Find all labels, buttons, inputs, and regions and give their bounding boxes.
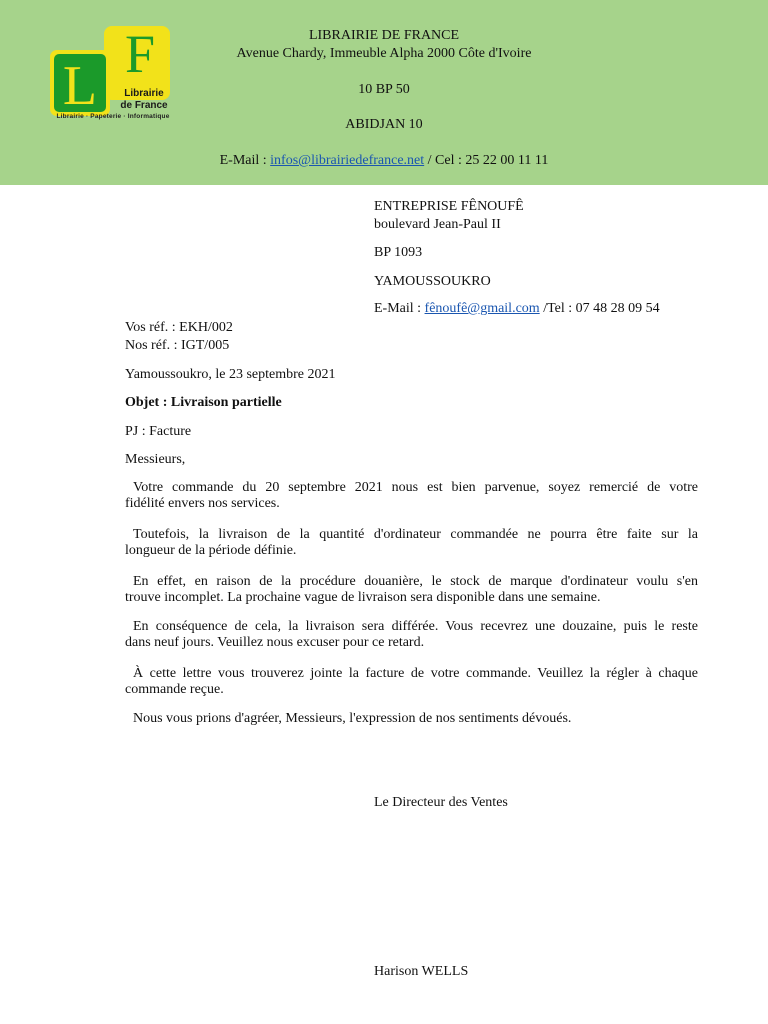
letterhead bbox=[0, 0, 768, 185]
paragraph-2-rest: longueur de la période définie. bbox=[125, 543, 297, 558]
paragraph-2-line-1: Toutefois, la livraison de la quantité d'ordinateur commandée ne pourra être faite sur la bbox=[133, 527, 698, 542]
company-phone: / Cel : 25 22 00 11 11 bbox=[424, 153, 549, 168]
recipient-phone: /Tel : 07 48 28 09 54 bbox=[539, 301, 660, 316]
letter-date: Yamoussoukro, le 23 septembre 2021 bbox=[125, 367, 336, 382]
paragraph-1-line-1: Votre commande du 20 septembre 2021 nous est bien parvenue, soyez remercié de votre bbox=[133, 480, 698, 495]
paragraph-2 bbox=[125, 527, 698, 559]
paragraph-3-rest: trouve incomplet. La prochaine vague de livraison sera disponible dans une semaine. bbox=[125, 590, 601, 605]
logo-letter-f: F bbox=[124, 24, 156, 84]
letter-subject: Objet : Livraison partielle bbox=[125, 395, 282, 410]
paragraph-4 bbox=[125, 619, 698, 651]
paragraph-1-rest: fidélité envers nos services. bbox=[125, 496, 280, 511]
paragraph-1 bbox=[125, 480, 698, 512]
paragraph-5-line-1: À cette lettre vous trouverez jointe la facture de votre commande. Veuillez la régler à chaque bbox=[133, 666, 698, 681]
company-email-label: E-Mail : bbox=[219, 153, 271, 168]
company-name: LIBRAIRIE DE FRANCE bbox=[308, 28, 460, 43]
company-email-link[interactable]: infos@librairiedefrance.net bbox=[270, 153, 425, 168]
company-bp: 10 BP 50 bbox=[358, 82, 410, 97]
company-contact bbox=[0, 153, 768, 169]
paragraph-6 bbox=[125, 711, 698, 727]
paragraph-6-line-1: Nous vous prions d'agréer, Messieurs, l'expression de nos sentiments dévoués. bbox=[133, 711, 572, 726]
recipient-email-label: E-Mail : bbox=[374, 301, 425, 316]
signatory-title: Le Directeur des Ventes bbox=[374, 795, 508, 810]
recipient-company: ENTREPRISE FÊNOUFÊ bbox=[374, 199, 524, 214]
paragraph-3-line-1: En effet, en raison de la procédure douanière, le stock de marque d'ordinateur voulu s'en bbox=[133, 574, 698, 589]
company-city: ABIDJAN 10 bbox=[345, 117, 423, 132]
signatory-name: Harison WELLS bbox=[374, 964, 469, 979]
logo-name-line2: de France bbox=[120, 100, 168, 111]
recipient-street: boulevard Jean-Paul II bbox=[374, 217, 501, 232]
your-reference: Vos réf. : EKH/002 bbox=[125, 320, 233, 335]
recipient-bp: BP 1093 bbox=[374, 245, 423, 260]
paragraph-4-rest: dans neuf jours. Veuillez nous excuser pour ce retard. bbox=[125, 635, 425, 650]
paragraph-3 bbox=[125, 574, 698, 606]
logo-tagline: Librairie · Papeterie · Informatique bbox=[56, 113, 170, 120]
logo-letter-l: L bbox=[62, 55, 98, 117]
logo-name-line1: Librairie bbox=[124, 88, 164, 99]
recipient-contact bbox=[374, 301, 660, 317]
paragraph-5-rest: commande reçue. bbox=[125, 682, 224, 697]
paragraph-4-line-1: En conséquence de cela, la livraison sera différée. Vous recevrez une douzaine, puis le reste bbox=[133, 619, 698, 634]
paragraph-5 bbox=[125, 666, 698, 698]
recipient-city: YAMOUSSOUKRO bbox=[374, 274, 491, 289]
attachment-note: PJ : Facture bbox=[125, 424, 192, 439]
recipient-email-link[interactable]: fênoufê@gmail.com bbox=[424, 301, 540, 316]
our-reference: Nos réf. : IGT/005 bbox=[125, 338, 230, 353]
company-address: Avenue Chardy, Immeuble Alpha 2000 Côte d'Ivoire bbox=[236, 46, 532, 61]
salutation: Messieurs, bbox=[125, 452, 186, 467]
